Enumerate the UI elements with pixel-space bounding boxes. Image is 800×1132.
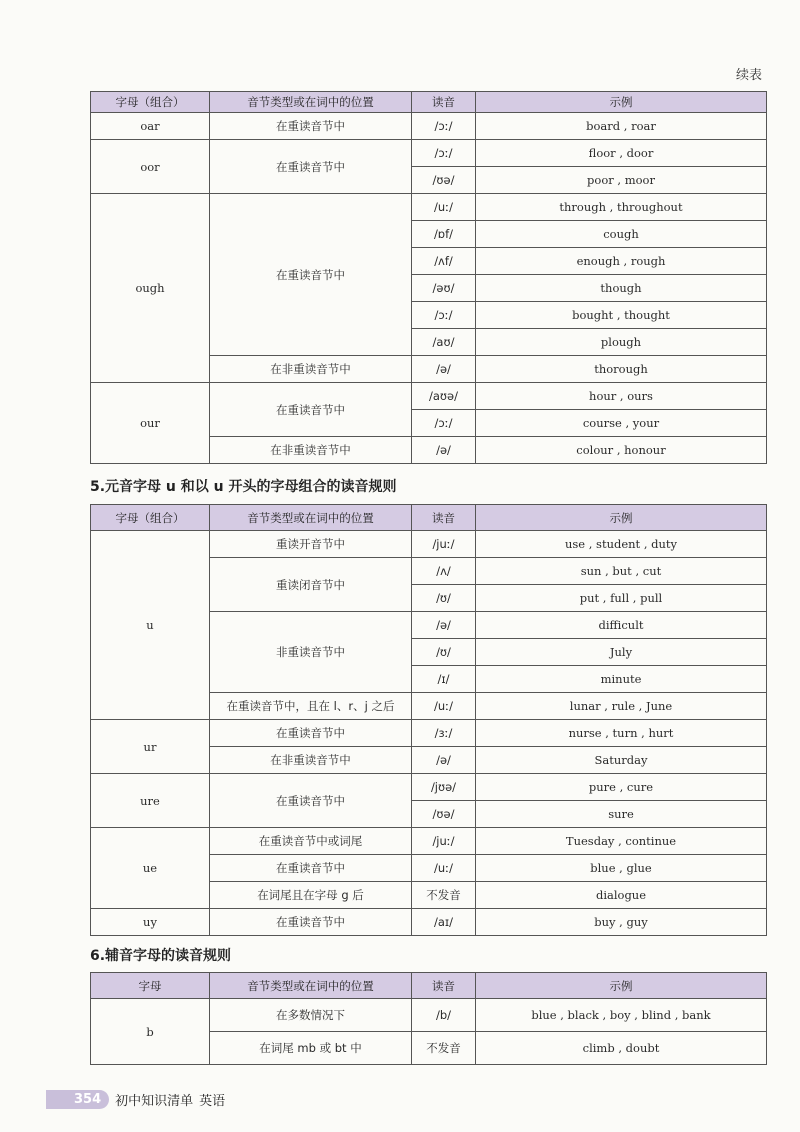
position-cell: 在非重读音节中: [210, 356, 412, 383]
phonetic-cell: /ə/: [412, 356, 476, 383]
position-cell: 在词尾且在字母 g 后: [210, 882, 412, 909]
phonetic-cell: /ɔː/: [412, 113, 476, 140]
table-row: [91, 113, 767, 140]
phonetic-cell: /ʊə/: [412, 801, 476, 828]
header-letter: 字母（组合）: [91, 505, 210, 531]
example-cell: climb , doubt: [476, 1032, 767, 1065]
table-header-row: [91, 92, 767, 113]
table-row: [91, 194, 767, 221]
phonetic-cell: /ə/: [412, 437, 476, 464]
position-cell: 在词尾 mb 或 bt 中: [210, 1032, 412, 1065]
phonetic-cell: /ə/: [412, 747, 476, 774]
phonetic-cell: /aɪ/: [412, 909, 476, 936]
example-cell: use , student , duty: [476, 531, 767, 558]
header-sound: 读音: [412, 505, 476, 531]
example-cell: course , your: [476, 410, 767, 437]
letter-cell: uy: [91, 909, 210, 936]
position-cell: 在重读音节中: [210, 383, 412, 437]
position-cell: 重读闭音节中: [210, 558, 412, 612]
book-subject: 英语: [199, 1094, 226, 1109]
example-cell: put , full , pull: [476, 585, 767, 612]
section-6-title: 6.辅音字母的读音规则: [90, 948, 232, 964]
table-header-row: [91, 973, 767, 999]
example-cell: sure: [476, 801, 767, 828]
phonetic-cell: /ʊ/: [412, 639, 476, 666]
example-cell: cough: [476, 221, 767, 248]
continued-label: 续表: [735, 68, 762, 83]
example-cell: buy , guy: [476, 909, 767, 936]
example-cell: sun , but , cut: [476, 558, 767, 585]
example-cell: Tuesday , continue: [476, 828, 767, 855]
page-number: 354: [46, 1090, 109, 1109]
phonetic-cell: /ʊə/: [412, 167, 476, 194]
table-row: [91, 828, 767, 855]
example-cell: board , roar: [476, 113, 767, 140]
letter-cell: our: [91, 383, 210, 464]
phonetic-cell: /ɔː/: [412, 140, 476, 167]
example-cell: July: [476, 639, 767, 666]
phonetic-cell: /ɜː/: [412, 720, 476, 747]
letter-cell: b: [91, 999, 210, 1065]
example-cell: colour , honour: [476, 437, 767, 464]
example-cell: difficult: [476, 612, 767, 639]
header-sound: 读音: [412, 973, 476, 999]
position-cell: 在重读音节中: [210, 194, 412, 356]
phonetic-cell: 不发音: [412, 1032, 476, 1065]
table-row: [91, 909, 767, 936]
example-cell: dialogue: [476, 882, 767, 909]
example-cell: floor , door: [476, 140, 767, 167]
book-title: 初中知识清单: [115, 1094, 194, 1109]
phonetic-cell: /jʊə/: [412, 774, 476, 801]
letter-cell: oar: [91, 113, 210, 140]
example-cell: pure , cure: [476, 774, 767, 801]
position-cell: 在重读音节中: [210, 113, 412, 140]
phonetic-cell: /uː/: [412, 693, 476, 720]
section-5-title: 5.元音字母 u 和以 u 开头的字母组合的读音规则: [90, 479, 397, 495]
table-vowel-u: [90, 504, 767, 936]
table-row: [91, 140, 767, 167]
phonetic-cell: /əʊ/: [412, 275, 476, 302]
phonetic-cell: /ʌ/: [412, 558, 476, 585]
phonetic-cell: /uː/: [412, 194, 476, 221]
header-position: 音节类型或在词中的位置: [210, 973, 412, 999]
position-cell: 在重读音节中: [210, 140, 412, 194]
position-cell: 在重读音节中: [210, 909, 412, 936]
position-cell: 在重读音节中: [210, 774, 412, 828]
position-cell: 在多数情况下: [210, 999, 412, 1032]
phonetic-cell: /uː/: [412, 855, 476, 882]
table-row: [91, 531, 767, 558]
position-cell: 在非重读音节中: [210, 747, 412, 774]
phonetic-cell: /ɒf/: [412, 221, 476, 248]
phonetic-cell: /juː/: [412, 828, 476, 855]
phonetic-cell: /ə/: [412, 612, 476, 639]
phonetic-cell: /ʊ/: [412, 585, 476, 612]
phonetic-cell: /ɔː/: [412, 302, 476, 329]
example-cell: through , throughout: [476, 194, 767, 221]
table-row: [91, 720, 767, 747]
header-sound: 读音: [412, 92, 476, 113]
phonetic-cell: /ɪ/: [412, 666, 476, 693]
example-cell: thorough: [476, 356, 767, 383]
example-cell: nurse , turn , hurt: [476, 720, 767, 747]
table-row: [91, 774, 767, 801]
table-continued: [90, 91, 767, 464]
letter-cell: oor: [91, 140, 210, 194]
position-cell: 在重读音节中: [210, 720, 412, 747]
letter-cell: ure: [91, 774, 210, 828]
phonetic-cell: /ɔː/: [412, 410, 476, 437]
phonetic-cell: /aʊ/: [412, 329, 476, 356]
page-footer: [46, 1090, 231, 1109]
header-letter: 字母（组合）: [91, 92, 210, 113]
book-title-line: [115, 1090, 231, 1109]
phonetic-cell: 不发音: [412, 882, 476, 909]
example-cell: Saturday: [476, 747, 767, 774]
phonetic-cell: /ʌf/: [412, 248, 476, 275]
table-row: [91, 999, 767, 1032]
example-cell: plough: [476, 329, 767, 356]
example-cell: hour , ours: [476, 383, 767, 410]
header-letter: 字母: [91, 973, 210, 999]
position-cell: 在重读音节中: [210, 855, 412, 882]
example-cell: minute: [476, 666, 767, 693]
example-cell: blue , glue: [476, 855, 767, 882]
example-cell: lunar , rule , June: [476, 693, 767, 720]
example-cell: poor , moor: [476, 167, 767, 194]
table-consonant-b: [90, 972, 767, 1065]
header-position: 音节类型或在词中的位置: [210, 505, 412, 531]
example-cell: enough , rough: [476, 248, 767, 275]
table-row: [91, 383, 767, 410]
header-position: 音节类型或在词中的位置: [210, 92, 412, 113]
letter-cell: ough: [91, 194, 210, 383]
position-cell: 重读开音节中: [210, 531, 412, 558]
letter-cell: ur: [91, 720, 210, 774]
position-cell: 在重读音节中或词尾: [210, 828, 412, 855]
letter-cell: ue: [91, 828, 210, 909]
example-cell: though: [476, 275, 767, 302]
header-example: 示例: [476, 973, 767, 999]
table-header-row: [91, 505, 767, 531]
position-cell: 非重读音节中: [210, 612, 412, 693]
phonetic-cell: /b/: [412, 999, 476, 1032]
position-cell: 在非重读音节中: [210, 437, 412, 464]
header-example: 示例: [476, 92, 767, 113]
phonetic-cell: /juː/: [412, 531, 476, 558]
phonetic-cell: /aʊə/: [412, 383, 476, 410]
letter-cell: u: [91, 531, 210, 720]
example-cell: bought , thought: [476, 302, 767, 329]
header-example: 示例: [476, 505, 767, 531]
example-cell: blue , black , boy , blind , bank: [476, 999, 767, 1032]
position-cell: 在重读音节中，且在 l、r、j 之后: [210, 693, 412, 720]
